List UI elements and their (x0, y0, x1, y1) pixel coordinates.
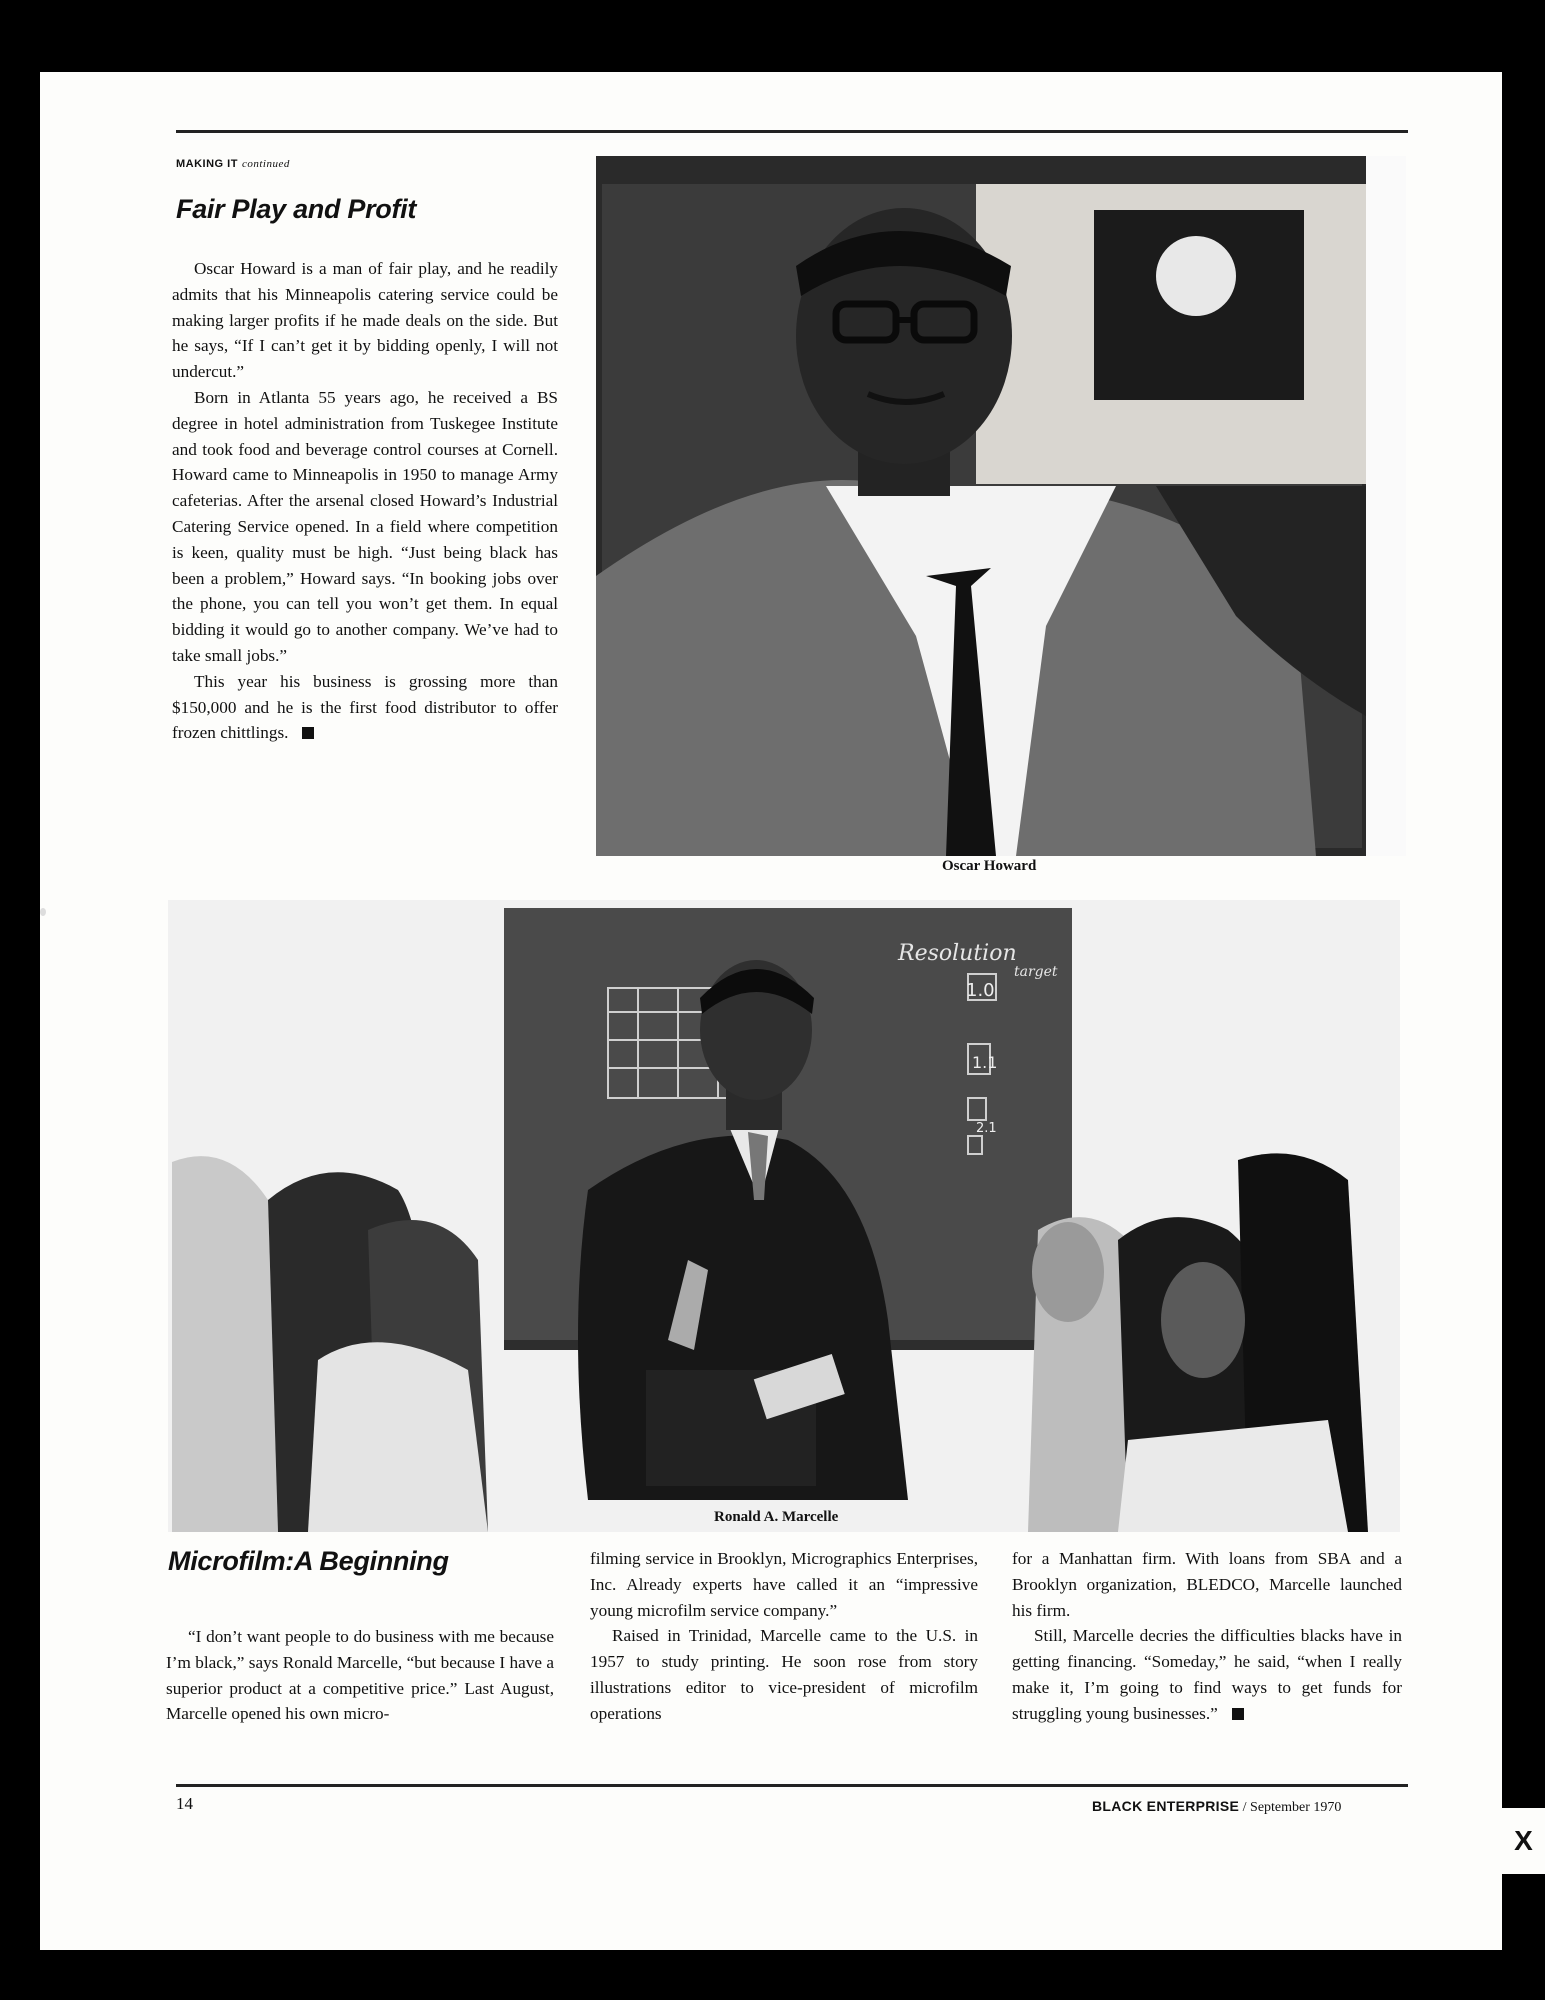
story2-paragraph: for a Manhattan firm. With loans from SBA and a Brooklyn organization, BLEDCO, Marcelle launched his firm. (1012, 1549, 1402, 1620)
end-mark-icon (302, 727, 314, 739)
story2-paragraph: Raised in Trinidad, Marcelle came to the U.S. in 1957 to study printing. He soon rose from story illustrations editor to vice-president of microfilm operations (590, 1626, 978, 1723)
story2-headline: Microfilm:A Beginning (168, 1546, 449, 1576)
bottom-rule (176, 1784, 1408, 1787)
blackboard-sub: target (1014, 964, 1058, 980)
end-mark-icon (1232, 1708, 1244, 1720)
issue-date: / September 1970 (1242, 1800, 1342, 1815)
scan-speck (40, 908, 46, 916)
ronald-marcelle-caption: Ronald A. Marcelle (714, 1509, 839, 1525)
oscar-howard-caption: Oscar Howard (942, 858, 1037, 874)
story2-column-2 (590, 1546, 978, 1727)
magazine-name: BLACK ENTERPRISE (1092, 1798, 1240, 1814)
story2-paragraph: filming service in Brooklyn, Micrographics Enterprises, Inc. Already experts have called it an “impressive young microfilm service company.” (590, 1549, 978, 1620)
story2-paragraph (1012, 1623, 1402, 1726)
blackboard-value-1: 1.0 (966, 980, 995, 1001)
edge-tab-x: X (1502, 1808, 1545, 1874)
story2-column-1 (166, 1624, 554, 1727)
story1-paragraph-text: This year his business is grossing more than $150,000 and he is the first food distributor to offer frozen chittlings. (172, 671, 558, 743)
continued-label: continued (241, 158, 290, 170)
blackboard-value-2: 1.1 (972, 1053, 998, 1072)
footer-masthead (1092, 1798, 1341, 1816)
blackboard-heading: Resolution (898, 941, 1017, 966)
ronald-marcelle-photo (168, 900, 1400, 1532)
blackboard-value-3: 2.1 (976, 1121, 997, 1136)
story2-paragraph: “I don’t want people to do business with me because I’m black,” says Ronald Marcelle, “but because I have a superior product at a competitive price.” Last August, Marcelle opened his own micro- (166, 1627, 554, 1724)
page-number: 14 (176, 1794, 193, 1813)
story1-paragraph: Oscar Howard is a man of fair play, and he readily admits that his Minneapolis catering service could be making larger profits if he made deals on the side. But he says, “If I can’t get it by bidding openly, I will not undercut.” (172, 259, 558, 382)
top-rule (176, 130, 1408, 133)
story2-paragraph-text: Still, Marcelle decries the difficulties blacks have in getting financing. “Someday,” he said, “when I really make it, I’m going to find ways to get funds for struggling young businesses.” (1012, 1626, 1402, 1723)
oscar-howard-photo (596, 156, 1406, 856)
section-kicker (176, 158, 290, 170)
section-label: MAKING IT (176, 158, 238, 170)
story1-paragraph (172, 669, 558, 746)
story2-column-3 (1012, 1546, 1402, 1727)
story1-body (172, 256, 558, 746)
story1-paragraph: Born in Atlanta 55 years ago, he received a BS degree in hotel administration from Tuskegee Institute and took food and beverage control courses at Cornell. Howard came to Minneapolis in 1950 to manage Army cafeterias. After the arsenal closed Howard’s Industrial Catering Service opened. In a field where competition is keen, quality must be high. “Just being black has been a problem,” Howard says. “In booking jobs over the phone, you can tell you won’t get them. In equal bidding it would go to another company. We’ve had to take small jobs.” (172, 387, 558, 665)
story1-headline: Fair Play and Profit (176, 194, 417, 224)
magazine-page (40, 72, 1502, 1950)
